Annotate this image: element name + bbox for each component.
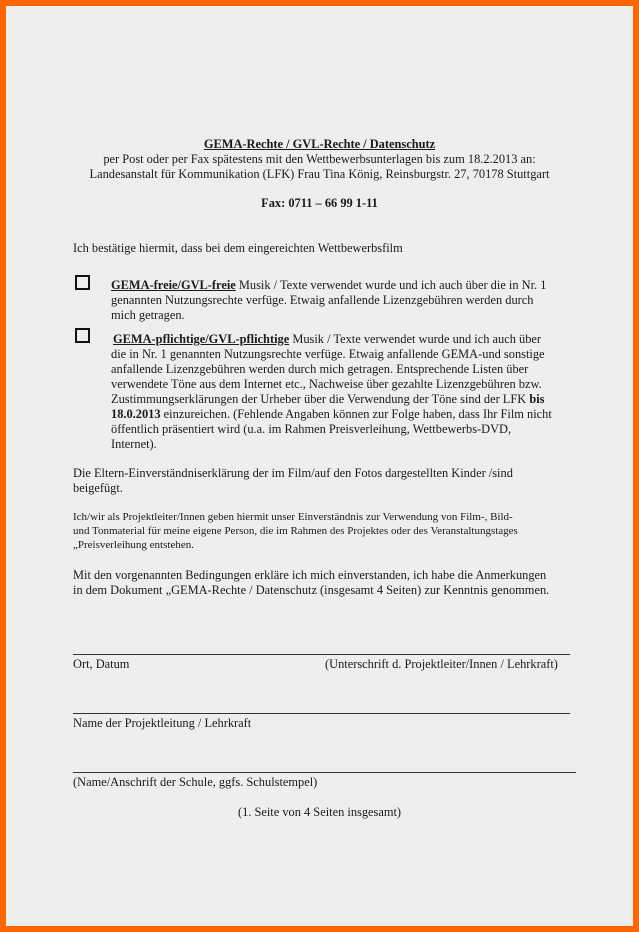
leaders-line-3: „Preisverleihung entstehen.: [73, 539, 194, 551]
intro-line-2: Landesanstalt für Kommunikation (LFK) Frau Tina König, Reinsburgstr. 27, 70178 Stuttgart: [89, 167, 550, 181]
school-stamp-label: (Name/Anschrift der Schule, ggfs. Schulstempel): [73, 775, 318, 789]
option2-line-4: verwendete Töne aus dem Internet etc., Nachweise über gezahlte Lizenzgebühren bzw.: [111, 377, 542, 391]
agree-line-1: Mit den vorgenannten Bedingungen erkläre ich mich einverstanden, ich habe die Anmerkungen: [73, 568, 547, 582]
signature-line-place-date[interactable]: [73, 654, 570, 655]
option1-line-1: [111, 278, 546, 293]
option1-label: GEMA-freie/GVL-freie: [111, 278, 236, 292]
option1-line-2: genannten Nutzungsrechte verfüge. Etwaig anfallende Lizenzgebühren werden durch: [111, 293, 534, 307]
parents-line-2: beigefügt.: [73, 481, 123, 495]
deadline-date: 18.0.2013: [111, 407, 161, 421]
confirm-text: Ich bestätige hiermit, dass bei dem eingereichten Wettbewerbsfilm: [73, 241, 403, 255]
option2-line-1: [113, 332, 541, 347]
option2-line-5-text: Zustimmungserklärungen der Urheber über die Verwendung der Töne sind der LFK: [111, 392, 530, 406]
option2-line-7: öffentlich präsentiert wird (u.a. im Rahmen Preisverleihung, Wettbewerbs-DVD,: [111, 422, 512, 436]
option2-line-2: die in Nr. 1 genannten Nutzungsrechte verfüge. Etwaig anfallende GEMA-und sonstige: [111, 347, 545, 361]
intro-line-1: per Post oder per Fax spätestens mit den Wettbewerbsunterlagen bis zum 18.2.2013 an:: [103, 152, 536, 166]
place-date-label: Ort, Datum: [73, 657, 130, 671]
checkbox-gema-required[interactable]: [75, 328, 90, 343]
option2-line-3: anfallende Lizenzgebühren werden durch mich getragen. Entsprechende Listen über: [111, 362, 529, 376]
agree-line-2: in dem Dokument „GEMA-Rechte / Datenschutz (insgesamt 4 Seiten) zur Kenntnis genommen.: [73, 583, 550, 597]
leaders-line-1: Ich/wir als Projektleiter/Innen geben hiermit unser Einverständnis zur Verwendung von Film-, Bild-: [73, 511, 513, 523]
option2-line-6-text: einzureichen. (Fehlende Angaben können zur Folge haben, dass Ihr Film nicht: [160, 407, 552, 421]
signature-line-school[interactable]: [73, 772, 576, 773]
option1-line-3: mich getragen.: [111, 308, 185, 322]
signature-label: (Unterschrift d. Projektleiter/Innen / Lehrkraft): [325, 657, 558, 671]
option2-line-8: Internet).: [111, 437, 157, 451]
signature-line-name[interactable]: [73, 713, 570, 714]
deadline-bold-bis: bis: [529, 392, 545, 406]
page-footer: (1. Seite von 4 Seiten insgesamt): [237, 805, 402, 819]
option2-line-5: [111, 392, 544, 407]
project-lead-label: Name der Projektleitung / Lehrkraft: [73, 716, 252, 730]
checkbox-gema-free[interactable]: [75, 275, 90, 290]
leaders-line-2: und Tonmaterial für meine eigene Person, die im Rahmen des Projektes oder des Veranstaltungstages: [73, 525, 518, 537]
option1-text: Musik / Texte verwendet wurde und ich auch über die in Nr. 1: [235, 278, 547, 292]
document-title: GEMA-Rechte / GVL-Rechte / Datenschutz: [203, 137, 436, 151]
fax-number: Fax: 0711 – 66 99 1-11: [261, 196, 378, 210]
option2-text: Musik / Texte verwendet wurde und ich auch über: [289, 332, 542, 346]
parents-line-1: Die Eltern-Einverständniserklärung der im Film/auf den Fotos dargestellten Kinder /sind: [73, 466, 513, 480]
option2-line-6: [111, 407, 552, 422]
option2-label: GEMA-pflichtige/GVL-pflichtige: [113, 332, 290, 346]
